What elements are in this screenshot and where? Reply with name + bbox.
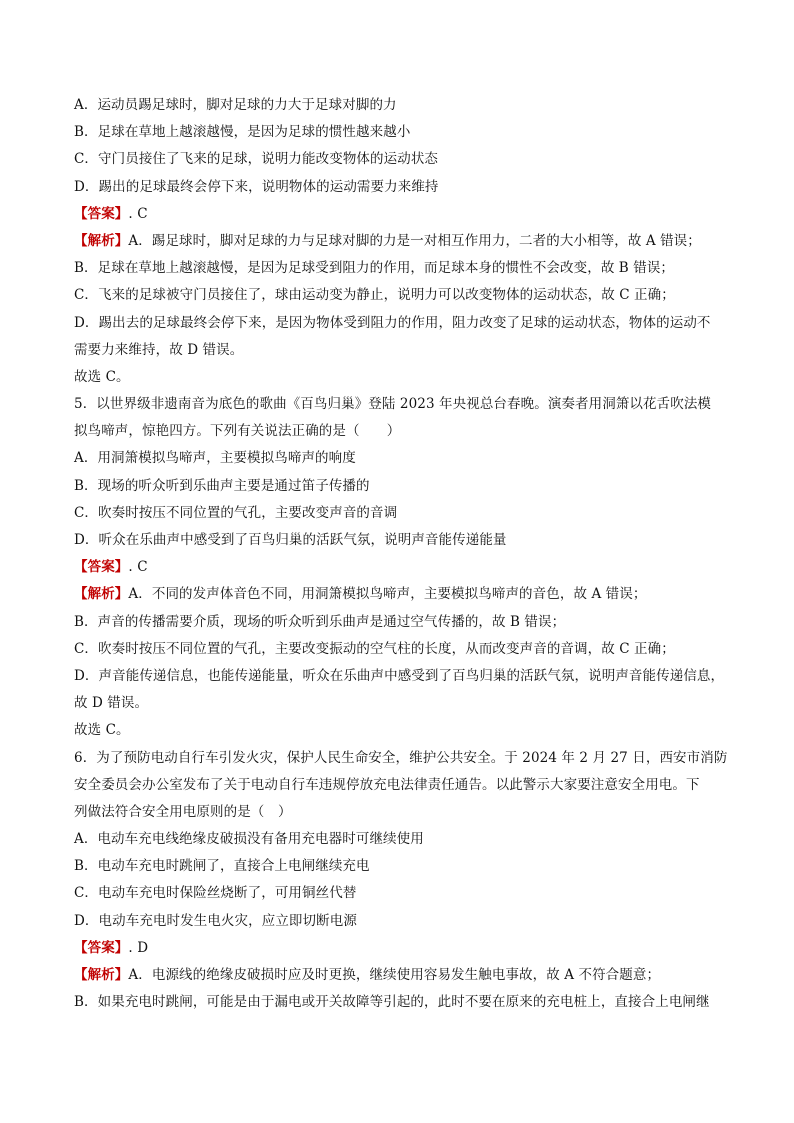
q4-analysis-first [74, 228, 724, 255]
q4-option-d: D．踢出的足球最终会停下来，说明物体的运动需要力来维持 [74, 178, 439, 195]
q6-option-b: B．电动车充电时跳闸了，直接合上电闸继续充电 [74, 858, 370, 875]
q5-conclusion: 故选 C。 [74, 722, 130, 739]
analysis-text: A．不同的发声体音色不同，用洞箫模拟鸟啼声，主要模拟鸟啼声的音色，故 A 错误； [128, 586, 647, 603]
answer-label: 【答案】 [74, 559, 129, 576]
q5-stem-line: 5．以世界级非遗南音为底色的歌曲《百鸟归巢》登陆 2023 年央视总台春晚。演奏者用洞箫以花舌吹法模 [74, 396, 712, 413]
q5-analysis-first [74, 581, 724, 608]
analysis-label: 【解析】 [74, 967, 129, 983]
q5-analysis-line: 故 D 错误。 [74, 695, 149, 712]
question-5-block [74, 391, 724, 744]
q4-option-a: A．运动员踢足球时，脚对足球的力大于足球对脚的力 [74, 97, 397, 113]
q5-option-b: B．现场的听众听到乐曲声主要是通过笛子传播的 [74, 477, 370, 494]
q4-analysis-line: D．踢出去的足球最终会停下来，是因为物体受到阻力的作用，阻力改变了足球的运动状态，物体的运动不 [74, 314, 711, 331]
q5-analysis-line: B．声音的传播需要介质，现场的听众听到乐曲声是通过空气传播的，故 B 错误； [74, 613, 566, 630]
q5-stem-line: 拟鸟啼声，惊艳四方。下列有关说法正确的是（ ） [74, 423, 401, 440]
q6-answer [74, 935, 724, 962]
q6-stem-line: 列做法符合安全用电原则的是（ ） [74, 803, 292, 820]
q4-conclusion: 故选 C。 [74, 368, 130, 385]
analysis-text: A．电源线的绝缘皮破损时应及时更换，继续使用容易发生触电事故，故 A 不符合题意； [128, 967, 661, 983]
q4-option-b: B．足球在草地上越滚越慢，是因为足球的惯性越来越小 [74, 124, 411, 141]
q6-option-a: A．电动车充电线绝缘皮破损没有备用充电器时可继续使用 [74, 831, 424, 848]
q6-stem-line: 安全委员会办公室发布了关于电动自行车违规停放充电法律责任通告。以此警示大家要注意安全用电。下 [74, 776, 700, 793]
q4-analysis-line: B．足球在草地上越滚越慢，是因为足球受到阻力的作用，而足球本身的惯性不会改变，故 B 错误； [74, 260, 675, 277]
q5-option-d: D．听众在乐曲声中感受到了百鸟归巢的活跃气氛，说明声音能传递能量 [74, 532, 507, 548]
question-4-block [74, 92, 724, 391]
q5-option-a: A．用洞箫模拟鸟啼声，主要模拟鸟啼声的响度 [74, 450, 356, 467]
document-page [74, 92, 728, 1016]
answer-label: 【答案】 [74, 205, 129, 222]
answer-value: . D [128, 939, 149, 956]
analysis-label: 【解析】 [74, 232, 129, 249]
question-6-block [74, 745, 728, 1017]
q5-answer [74, 554, 724, 581]
q6-option-d: D．电动车充电时发生电火灾，应立即切断电源 [74, 912, 357, 929]
q4-answer [74, 201, 724, 228]
q6-analysis-line: B．如果充电时跳闸，可能是由于漏电或开关故障等引起的，此时不要在原来的充电桩上，直接合上电闸继 [74, 994, 710, 1011]
analysis-text: A．踢足球时，脚对足球的力与足球对脚的力是一对相互作用力，二者的大小相等，故 A 错误； [128, 232, 701, 249]
q4-analysis-line: 需要力来维持，故 D 错误。 [74, 341, 244, 358]
answer-label: 【答案】 [74, 939, 129, 956]
answer-value: . C [128, 205, 148, 222]
q6-option-c: C．电动车充电时保险丝烧断了，可用铜丝代替 [74, 885, 357, 902]
q5-analysis-line: D．声音能传递信息，也能传递能量，听众在乐曲声中感受到了百鸟归巢的活跃气氛，说明声音能传递信息， [74, 667, 725, 684]
q6-stem-line: 6．为了预防电动自行车引发火灾，保护人民生命安全，维护公共安全。于 2024 年 2 月 27 日，西安市消防 [74, 749, 728, 766]
q4-analysis-line: C．飞来的足球被守门员接住了，球由运动变为静止，说明力可以改变物体的运动状态，故 C 正确； [74, 287, 675, 304]
answer-value: . C [128, 559, 148, 576]
analysis-label: 【解析】 [74, 586, 129, 603]
q5-option-c: C．吹奏时按压不同位置的气孔，主要改变声音的音调 [74, 504, 398, 521]
q4-option-c: C．守门员接住了飞来的足球，说明力能改变物体的运动状态 [74, 151, 439, 168]
q5-analysis-line: C．吹奏时按压不同位置的气孔，主要改变振动的空气柱的长度，从而改变声音的音调，故 C 正确； [74, 640, 675, 657]
q6-analysis-first [74, 962, 724, 989]
